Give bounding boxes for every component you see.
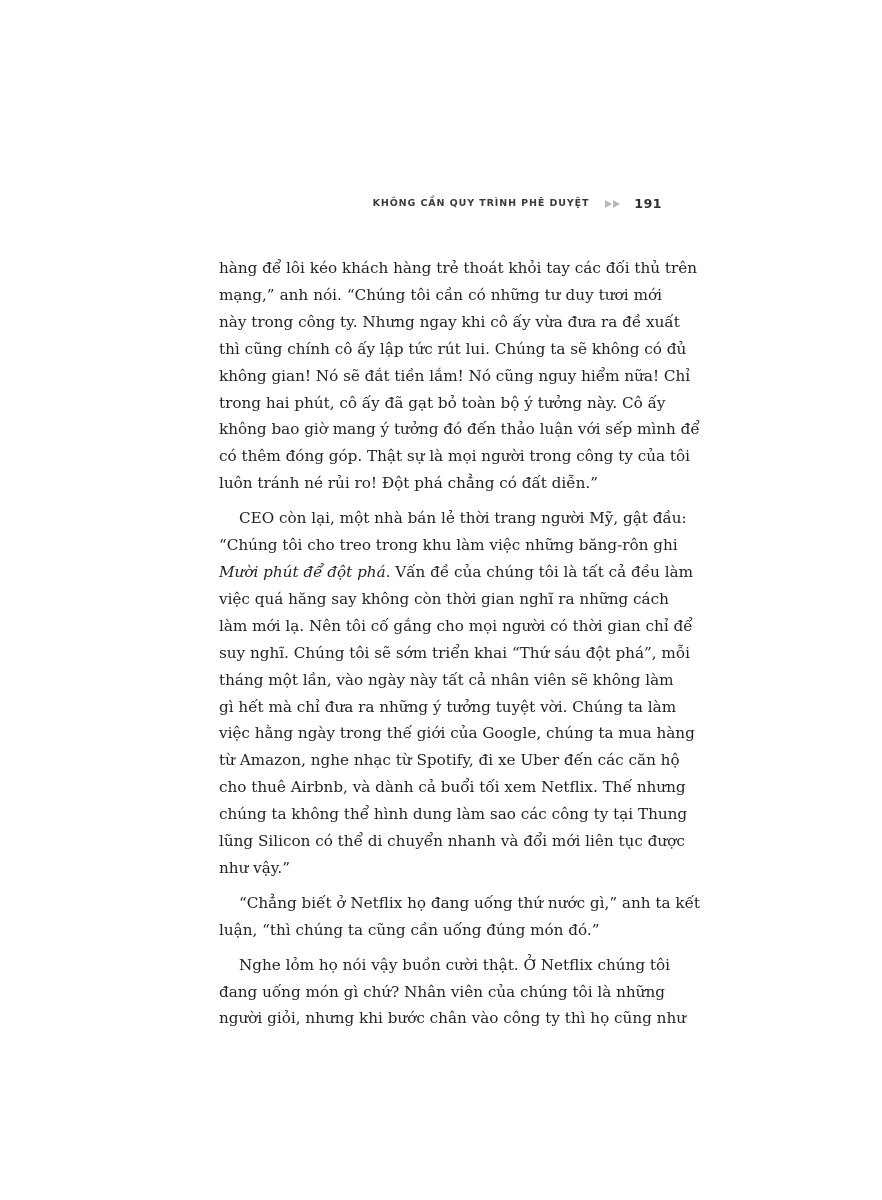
page-number: 191	[634, 196, 662, 211]
text-line: việc hằng ngày trong thế giới của Google, chúng ta mua hàng	[219, 724, 695, 743]
paragraph-1	[219, 255, 700, 497]
text-line: suy nghĩ. Chúng tôi sẽ sớm triển khai “Thứ sáu đột phá”, mỗi	[219, 643, 690, 662]
text-line: tháng một lần, vào ngày này tất cả nhân viên sẽ không làm	[219, 670, 674, 689]
running-header	[220, 196, 662, 211]
text-line: không gian! Nó sẽ đắt tiền lắm! Nó cũng nguy hiểm nữa! Chỉ	[219, 366, 691, 385]
text-line: CEO còn lại, một nhà bán lẻ thời trang người Mỹ, gật đầu:	[239, 509, 687, 528]
text-line: “Chẳng biết ở Netflix họ đang uống thứ nước gì,” anh ta kết	[239, 893, 701, 912]
text-line: việc quá hăng say không còn thời gian nghĩ ra những cách	[219, 589, 669, 608]
chapter-title: KHÔNG CẦN QUY TRÌNH PHÊ DUYỆT	[372, 198, 590, 209]
text-line: chúng ta không thể hình dung làm sao các công ty tại Thung	[219, 805, 688, 824]
text-line: như vậy.”	[219, 858, 290, 877]
text-line: từ Amazon, nghe nhạc từ Spotify, đi xe Uber đến các căn hộ	[219, 751, 680, 770]
text-line: có thêm đóng góp. Thật sự là mọi người trong công ty của tôi	[219, 447, 691, 466]
text-line: mạng,” anh nói. “Chúng tôi cần có những tư duy tươi mới	[219, 285, 662, 304]
paragraph-4	[219, 952, 687, 1033]
paragraph-3	[219, 890, 701, 944]
text-line	[219, 559, 694, 586]
text-line: Nghe lỏm họ nói vậy buồn cười thật. Ở Netflix chúng tôi	[239, 955, 671, 974]
text-line: làm mới lạ. Nên tôi cố gắng cho mọi người có thời gian chỉ để	[219, 616, 693, 635]
text-line: này trong công ty. Nhưng ngay khi cô ấy vừa đưa ra đề xuất	[219, 312, 680, 331]
text-line: đang uống món gì chứ? Nhân viên của chúng tôi là những	[219, 982, 665, 1001]
text-line: trong hai phút, cô ấy đã gạt bỏ toàn bộ ý tưởng này. Cô ấy	[219, 393, 666, 412]
arrow-icon-right	[613, 200, 620, 208]
banner-title: Mười phút để đột phá	[219, 562, 386, 581]
text-line: lũng Silicon có thể di chuyển nhanh và đổi mới liên tục được	[219, 832, 685, 851]
text-line: “Chúng tôi cho treo trong khu làm việc những băng-rôn ghi	[219, 536, 678, 555]
body-text	[219, 255, 701, 1032]
text-line: không bao giờ mang ý tưởng đó đến thảo luận với sếp mình để	[219, 420, 700, 439]
double-right-arrow-icon	[605, 200, 620, 208]
arrow-icon-left	[605, 200, 612, 208]
text-line: thì cũng chính cô ấy lập tức rút lui. Chúng ta sẽ không có đủ	[219, 339, 687, 358]
text-line: người giỏi, nhưng khi bước chân vào công ty thì họ cũng như	[219, 1009, 687, 1028]
paragraph-2	[219, 505, 695, 882]
text-line: hàng để lôi kéo khách hàng trẻ thoát khỏi tay các đối thủ trên	[219, 259, 698, 277]
text-line: cho thuê Airbnb, và dành cả buổi tối xem Netflix. Thế nhưng	[219, 778, 686, 797]
text-line: luận, “thì chúng ta cũng cần uống đúng món đó.”	[219, 920, 600, 939]
text-line: gì hết mà chỉ đưa ra những ý tưởng tuyệt vời. Chúng ta làm	[219, 697, 677, 716]
text-fragment: . Vấn đề của chúng tôi là tất cả đều làm	[385, 562, 694, 581]
text-line: luôn tránh né rủi ro! Đột phá chẳng có đất diễn.”	[219, 474, 598, 493]
